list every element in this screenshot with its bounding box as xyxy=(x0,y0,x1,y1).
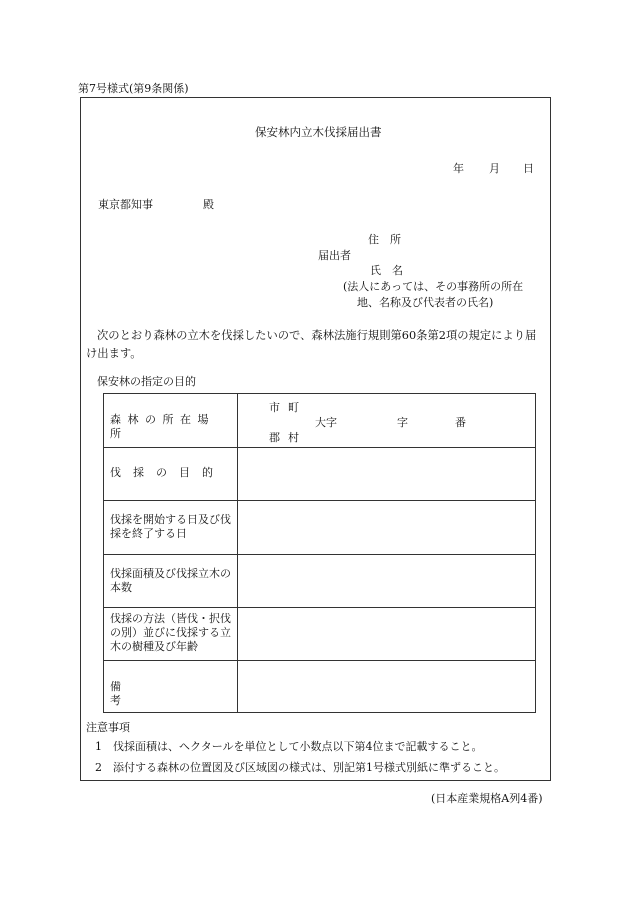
table-row-divider xyxy=(104,500,535,501)
location-banchi: 番 xyxy=(455,416,466,429)
applicant-label: 届出者 xyxy=(318,249,351,262)
corporate-note-line2: 地、名称及び代表者の氏名) xyxy=(357,296,494,309)
date-month-label: 月 xyxy=(489,162,500,175)
row-label-purpose: 伐採の目的 xyxy=(110,466,225,479)
table-row-divider xyxy=(104,554,535,555)
note-item: 1 伐採面積は、ヘクタールを単位として小数点以下第4位まで記載すること。 xyxy=(95,740,483,753)
date-day-label: 日 xyxy=(523,162,534,175)
location-county: 郡 xyxy=(269,431,280,444)
location-town: 町 xyxy=(288,401,299,414)
table-column-divider xyxy=(237,394,238,712)
address-label: 住 所 xyxy=(368,233,401,246)
corporate-note-line1: (法人にあっては、その事務所の所在 xyxy=(343,280,524,293)
row-label-method: 伐採の方法（皆伐・択伐の別）並びに伐採する立木の樹種及び年齢 xyxy=(110,612,231,653)
table-row-divider xyxy=(104,660,535,661)
paper-size-note: (日本産業規格A列4番) xyxy=(431,792,543,805)
location-oaza: 大字 xyxy=(315,416,337,429)
location-city: 市 xyxy=(269,401,280,414)
body-text-line1: 次のとおり森林の立木を伐採したいので、森林法施行規則第60条第2項の規定により届 xyxy=(97,329,537,342)
row-label-area-count: 伐採面積及び伐採立木の本数 xyxy=(110,567,231,594)
date-year-label: 年 xyxy=(453,162,464,175)
location-village: 村 xyxy=(288,431,299,444)
document-title: 保安林内立木伐採届出書 xyxy=(255,125,382,139)
body-text-line2: け出ます。 xyxy=(86,347,142,360)
row-label-period: 伐採を開始する日及び伐採を終了する日 xyxy=(110,513,231,540)
row-label-remarks: 備考 xyxy=(110,680,213,707)
felling-details-table xyxy=(103,393,536,713)
form-number: 第7号様式(第9条関係) xyxy=(78,82,189,95)
addressee-honorific: 殿 xyxy=(203,198,214,211)
notes-heading: 注意事項 xyxy=(86,721,130,734)
table-row-divider xyxy=(104,607,535,608)
designation-purpose-label: 保安林の指定の目的 xyxy=(97,375,196,388)
name-label: 氏 名 xyxy=(370,264,403,277)
addressee-name: 東京都知事 xyxy=(98,198,153,211)
table-row-divider xyxy=(104,447,535,448)
note-item: 2 添付する森林の位置図及び区域図の様式は、別記第1号様式別紙に準ずること。 xyxy=(95,761,505,774)
location-aza: 字 xyxy=(397,416,408,429)
row-label-location: 森林の所在場所 xyxy=(110,413,215,440)
